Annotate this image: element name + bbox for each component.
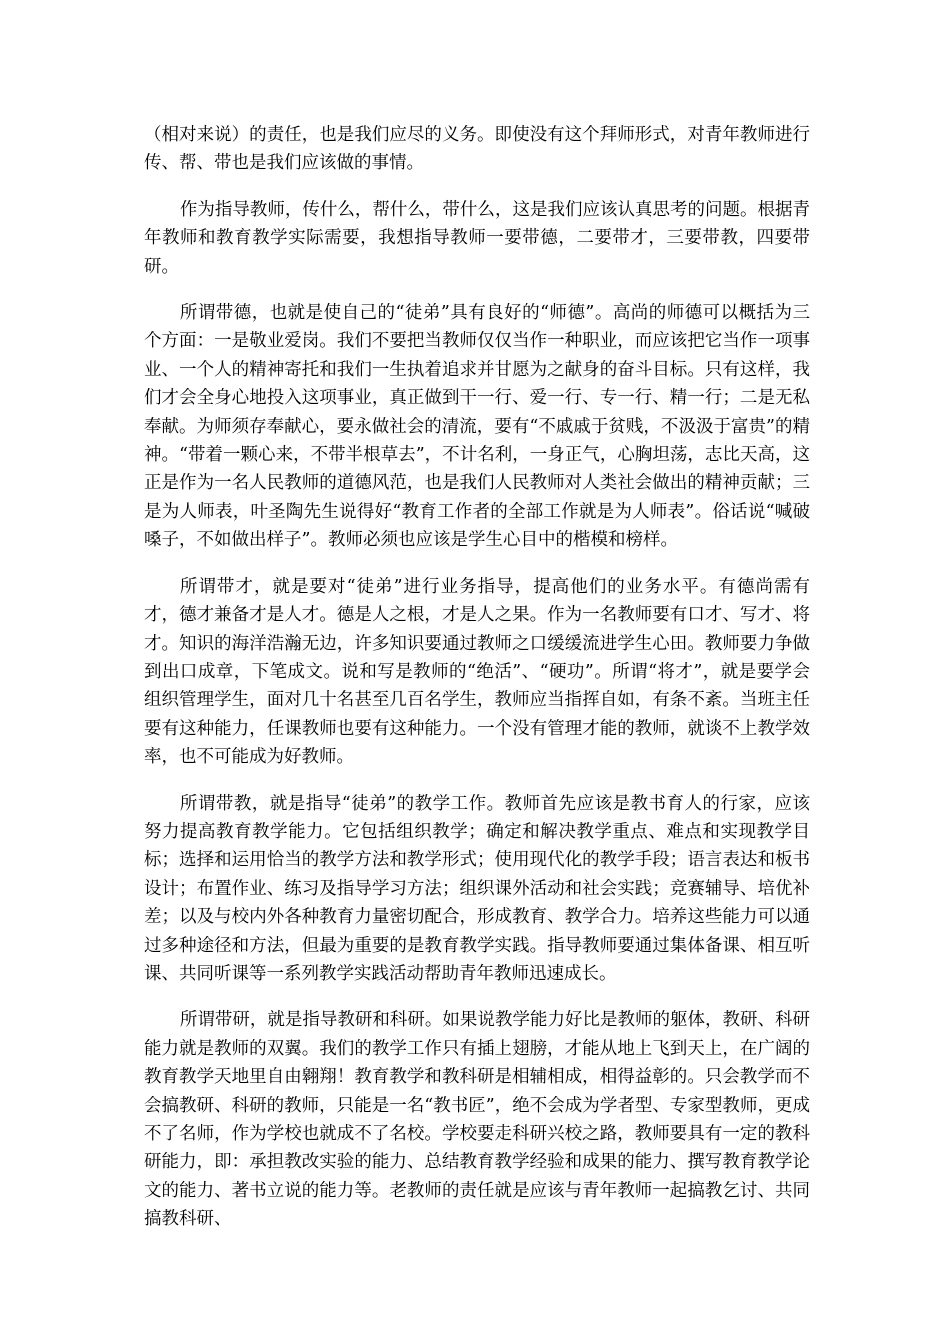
paragraph-responsibility: （相对来说）的责任，也是我们应尽的义务。即使没有这个拜师形式，对青年教师进行传、帮、带也是我们应该做的事情。 [144, 125, 810, 174]
paragraph-teach-teaching: 所谓带教，就是指导“徒弟”的教学工作。教师首先应该是教书育人的行家，应该努力提高教育教学能力。它包括组织教学；确定和解决教学重点、难点和实现教学目标；选择和运用恰当的教学方法和教学形式；使用现代化的教学手段；语言表达和板书设计；布置作业、练习及指导学习方法；组织课外活动和社会实践；竞赛辅导、培优补差；以及与校内外各种教育力量密切配合，形成教育、教学合力。培养这些能力可以通过多种途径和方法，但最为重要的是教育教学实践。指导教师要通过集体备课、相互听课、共同听课等一系列教学实践活动帮助青年教师迅速成长。 [144, 793, 810, 984]
paragraph-teach-ethics: 所谓带德，也就是使自己的“徒弟”具有良好的“师德”。高尚的师德可以概括为三个方面：一是敬业爱岗。我们不要把当教师仅仅当作一种职业，而应该把它当作一项事业、一个人的精神寄托和我们一生执着追求并甘愿为之献身的奋斗目标。只有这样，我们才会全身心地投入这项事业，真正做到干一行、爱一行、专一行、精一行；二是无私奉献。为师须存奉献心，要永做社会的清流，要有“不戚戚于贫贱，不汲汲于富贵”的精神。“带着一颗心来，不带半根草去”，不计名利，一身正气，心胸坦荡，志比天高，这正是作为一名人民教师的道德风范，也是我们人民教师对人类社会做出的精神贡献；三是为人师表，叶圣陶先生说得好“教育工作者的全部工作就是为人师表”。俗话说“喊破嗓子，不如做出样子”。教师必须也应该是学生心目中的楷模和榜样。 [144, 303, 810, 551]
paragraph-teach-research: 所谓带研，就是指导教研和科研。如果说教学能力好比是教师的躯体，教研、科研能力就是教师的双翼。我们的教学工作只有插上翅膀，才能从地上飞到天上，在广阔的教育教学天地里自由翱翔！教育教学和教科研是相辅相成，相得益彰的。只会教学而不会搞教研、科研的教师，只能是一名“教书匠”，绝不会成为学者型、专家型教师，更成不了名师，作为学校也就成不了名校。学校要走科研兴校之路，教师要具有一定的教科研能力，即：承担教改实验的能力、总结教育教学经验和成果的能力、撰写教育教学论文的能力、著书立说的能力等。老教师的责任就是应该与青年教师一起搞教乞讨、共同搞教科研、 [144, 1010, 810, 1230]
paragraph-what-to-teach: 作为指导教师，传什么，帮什么，带什么，这是我们应该认真思考的问题。根据青年教师和教育教学实际需要，我想指导教师一要带德，二要带才，三要带教，四要带研。 [144, 199, 810, 277]
document-body [144, 121, 810, 1252]
paragraph-teach-talent: 所谓带才，就是要对“徒弟”进行业务指导，提高他们的业务水平。有德尚需有才，德才兼备才是人才。德是人之根，才是人之果。作为一名教师要有口才、写才、将才。知识的海洋浩瀚无边，许多知识要通过教师之口缓缓流进学生心田。教师要力争做到出口成章，下笔成文。说和写是教师的“绝活”、“硬功”。所谓“将才”，就是要学会组织管理学生，面对几十名甚至几百名学生，教师应当指挥自如，有条不紊。当班主任要有这种能力，任课教师也要有这种能力。一个没有管理才能的教师，就谈不上教学效率，也不可能成为好教师。 [144, 576, 810, 768]
